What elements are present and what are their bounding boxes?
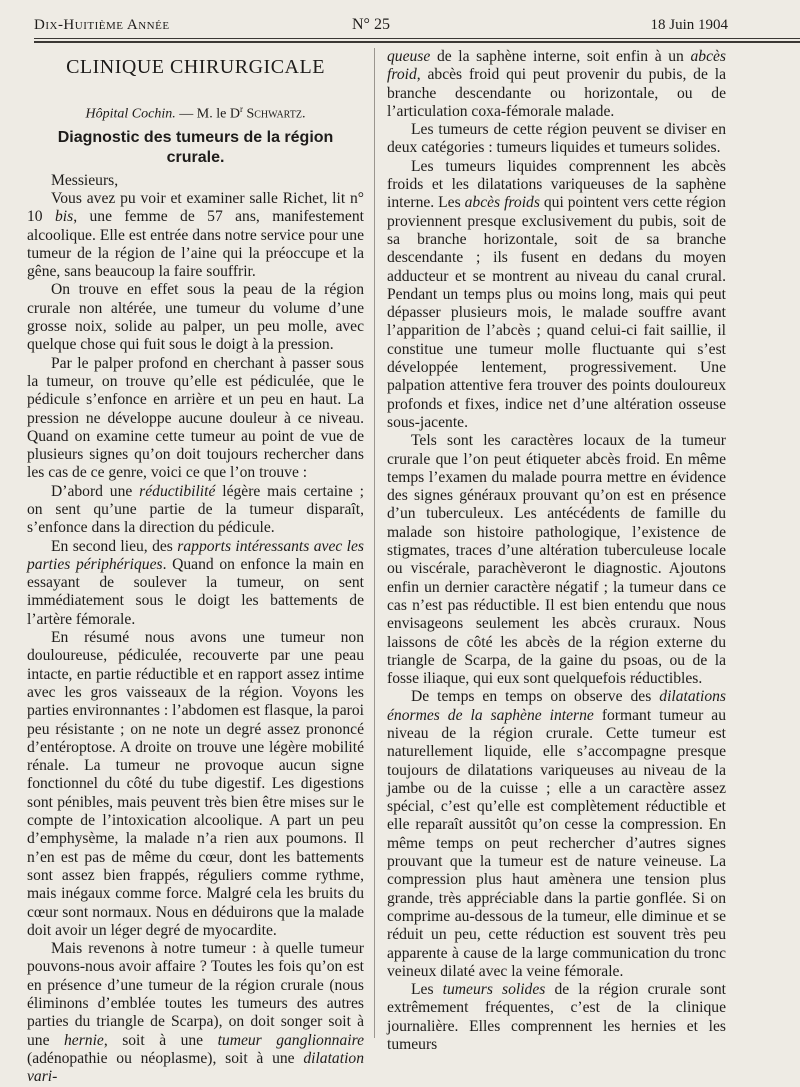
text-run-italic: hernie [63,1031,104,1049]
text-run: de la région crurale sont extrêmement fréquentes, c’est de la clinique journalière. Elles comprennent les hernies et les tumeurs [387,981,726,1054]
text-run: , soit à une [103,1031,218,1049]
paragraph [27,940,364,1086]
paragraph: Par le palper profond en cherchant à passer sous la tumeur, on trouve qu’elle est pédiculée, que le pédicule s’enfonce en arrière et un peu en haut. La pression ne développe aucune douleur à ce niveau. Quand on examine cette tumeur au point de vue de plusieurs signes qu’on doit toujours rechercher dans les cas de ce genre, voici ce que l’on trouve : [27,354,364,482]
text-run: Mais revenons à notre tumeur : à quelle tumeur pouvons-nous avoir affaire ? Toutes les fois qu’on est en présence d’une tumeur de la région crurale (nous éliminons d’emblée toutes les tumeurs des autres parties du triangle de Scarpa), on doit songer soit à une [27,940,364,1049]
text-run: De temps en temps on observe des [411,688,660,706]
header-date: 18 Juin 1904 [650,17,728,33]
text-run: . Quand on enfonce la main en essayant de soulever la tumeur, on sent immédiatement sous le doigt les battements de l’artère fémorale. [27,555,364,628]
text-run: En second lieu, des [51,537,178,555]
text-run-italic: tumeur ganglionnaire [217,1031,364,1049]
text-run-italic: rapports intéressants avec les parties périphériques [27,537,364,573]
header-issue-number: N° 25 [352,16,390,33]
hospital-dash: — M. le D [175,106,240,122]
doctor-name: Schwartz. [246,106,306,122]
paragraph-continued [387,48,726,121]
text-run: (adénopathie ou néoplasme), soit à une [27,1049,304,1067]
text-run: Les [411,981,443,999]
paragraph: Les tumeurs de cette région peuvent se diviser en deux catégories : tumeurs liquides et tumeurs solides. [387,121,726,157]
text-run: , une femme de 57 ans, manifestement alcoolique. Elle est entrée dans notre service pour une tumeur de la région de l’aine qui la préoccupe et la gêne, sans beaucoup la faire souffrir. [27,208,364,281]
text-run: , abcès froid qui peut provenir du pubis, de la branche descendante ou horizontale, ou de l’articulation coxa-fémorale malade. [387,66,726,120]
header-volume: Dix-Huitième Année [34,17,170,33]
paragraph [27,483,364,538]
text-run-italic: dilatation vari- [27,1049,364,1086]
right-column [387,48,727,1054]
section-title: CLINIQUE CHIRURGICALE [66,56,325,78]
paragraph [27,190,364,281]
text-run-italic: queuse [387,48,431,65]
header-rule-thin [34,38,800,39]
hospital-line [27,100,364,124]
text-run-italic: abcès froids [464,194,540,212]
text-run-italic: réductibilité [139,482,216,500]
text-run: formant tumeur au niveau de la région crurale. Cette tumeur est naturellement liquide, elle s’accompagne presque toujours de dilatations variqueuses au niveau de la jambe ou de la cuisse ; elle a un caractère assez spécial, c’est qu’elle est complètement réductible et elle reparaît aussitôt qu’on cesse la compression. En même temps on peut rechercher d’autres signes prouvant que la tumeur est de nature veineuse. La compression plus haut amènera une tension plus grande, très appréciable dans la partie gonflée. Si on comprime au-dessous de la tumeur, elle diminue et se réduit un peu, cette réduction est souvent très peu apparente à cause de la large communication du tronc veineux dilaté avec la veine fémorale. [387,706,727,980]
paragraph: On trouve en effet sous la peau de la région crurale non altérée, une tumeur du volume d’une grosse noix, solide au palper, un peu molle, avec quelque chose qui fuit sous le doigt à la pression. [27,281,364,354]
column-divider [374,48,375,1038]
text-run-italic: bis [54,208,74,226]
text-run: légère mais certaine ; on sent qu’une partie de la tumeur disparaît, s’enfonce dans la direction du pédicule. [27,482,364,537]
header-rule-thick [34,41,800,43]
text-run: Vous avez pu voir et examiner salle Richet, lit n° 10 [27,189,364,226]
text-run-italic: tumeurs solides [442,981,546,999]
text-run: qui pointent vers cette région proviennent presque exclusivement du pubis, soit de sa branche horizontale, soit de sa branche descendante ; ils fusent en dedans du moyen adducteur et se montrent au niveau du canal crural. Pendant un temps plus ou moins long, mais qui peut dépasser plusieurs mois, le malade souffre avant l’apparition de l’abcès ; quand celui-ci fait saillie, il constitue une tumeur molle fluctuante qui s’est développée lentement, progressivement. Une palpation attentive fera trouver des points douloureux profonds et fixes, indice net d’une altération osseuse sous-jacente. [387,194,726,431]
text-run: D’abord une [51,482,140,500]
article-title: Diagnostic des tumeurs de la région crurale. [57,128,334,166]
paragraph [387,688,726,981]
hospital-title-sup: r [239,104,243,114]
paragraph [27,538,364,629]
left-column [27,48,364,1086]
text-run: Les tumeurs liquides comprennent les abcès froids et les dilatations variqueuses de la saphène interne. Les [387,157,726,212]
paragraph [387,158,726,432]
paragraph [387,981,726,1054]
text-run-italic: dilatations énormes de la saphène interne [387,688,726,724]
text-run-italic: abcès froid [387,48,726,84]
running-header [34,14,728,36]
hospital-name: Hôpital Cochin. [85,106,176,122]
text-run: de la saphène interne, soit enfin à un [430,48,691,65]
salutation: Messieurs, [51,171,119,189]
paragraph: En résumé nous avons une tumeur non douloureuse, pédiculée, recouverte par une peau intacte, en partie réductible et en rapport assez intime avec les gros vaisseaux de la région. Voyons les parties environnantes : l’abdomen est flasque, la paroi peu résistante ; on ne note un degré assez prononcé d’entéroptose. A droite on trouve une légère mobilité rénale. La tumeur ne provoque aucun signe fonctionnel du côté du tube digestif. Les digestions sont pénibles, mais peuvent très bien être mises sur le compte de l’intoxication alcoolique. A part un peu d’emphysème, la malade n’a rien aux poumons. Il n’en est pas de même du cœur, dont les battements sont assez bien frappés, réguliers comme rythme, mais inégaux comme force. Malgré cela les bruits du cœur sont normaux. Nous en déduirons que la malade doit avoir un léger degré de myocardite. [27,629,364,939]
paragraph: Tels sont les caractères locaux de la tumeur crurale que l’on peut étiqueter abcès froid. En même temps l’examen du malade pourra mettre en évidence des signes généraux prouvant qu’on est en présence d’un tuberculeux. Les antécédents de famille du malade son histoire pathologique, l’existence de stigmates, traces d’une altération tuberculeuse locale ou viscérale, parachèveront le diagnostic. Ajoutons enfin un dernier caractère négatif ; la tumeur dans ce cas n’est pas réductible. Il est bien entendu que nous envisageons seulement les abcès cruraux. Nous laissons de côté les abcès de la région externe du triangle de Scarpa, de la gaine du psoas, ou de la fosse iliaque, qui eux sont quelquefois réductibles. [387,432,726,688]
